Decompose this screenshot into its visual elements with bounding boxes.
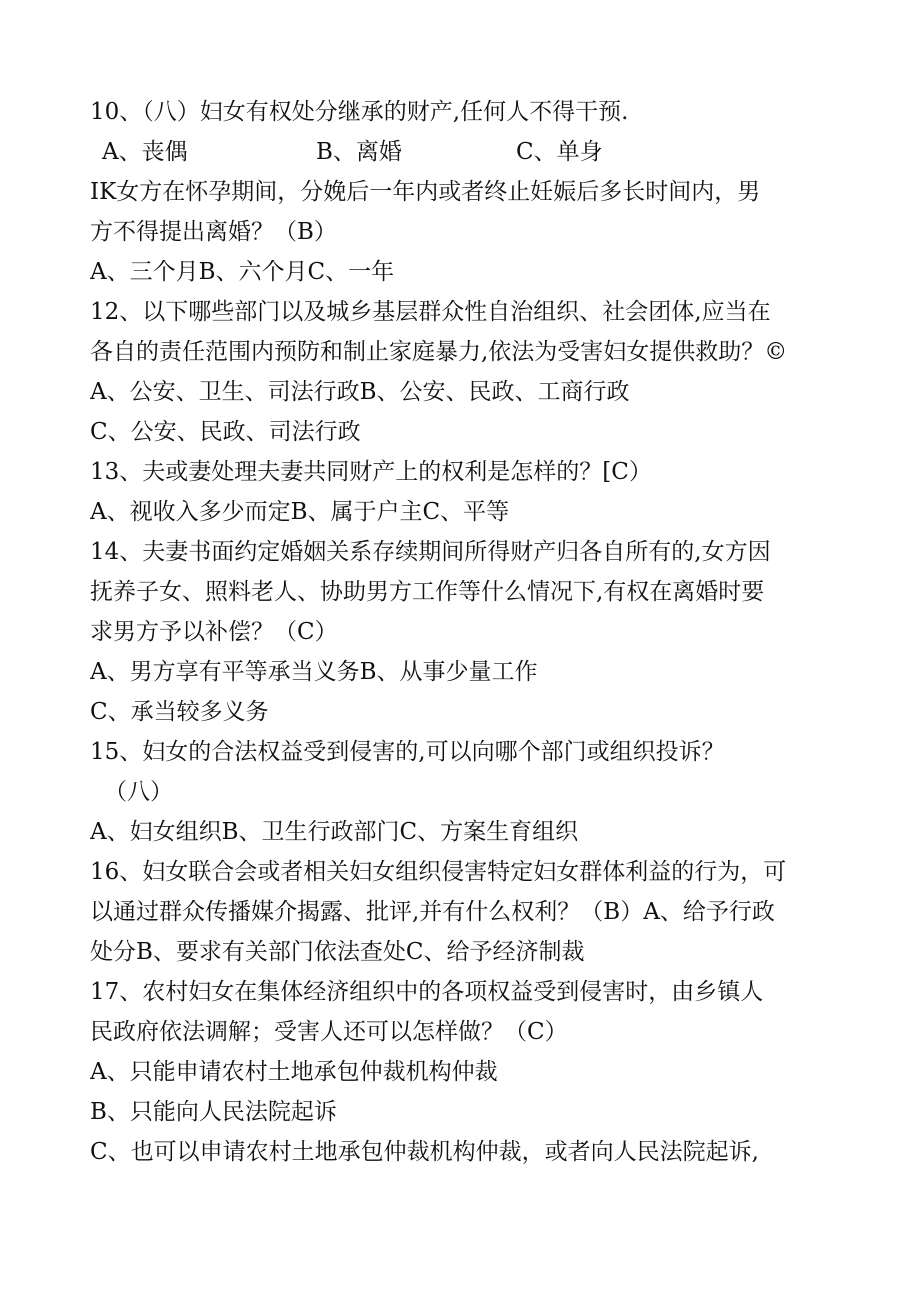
question-11-options: A、三个月B、六个月C、一年 xyxy=(90,259,395,285)
question-15-answer: （八） xyxy=(104,779,173,805)
question-10-options xyxy=(90,132,830,172)
question-14-option-c: C、承当较多义务 xyxy=(90,699,269,725)
question-17-text: 17、农村妇女在集体经济组织中的各项权益受到侵害时，由乡镇人 xyxy=(90,979,764,1005)
question-12-text: 12、以下哪些部门以及城乡基层群众性自治组织、社会团体,应当在 xyxy=(90,299,771,325)
question-17-option-c: C、也可以申请农村土地承包仲裁机构仲裁，或者向人民法院起诉, xyxy=(90,1139,759,1165)
question-11-text: IK女方在怀孕期间，分娩后一年内或者终止妊娠后多长时间内，男 xyxy=(90,179,761,205)
question-14-options: A、男方享有平等承当义务B、从事少量工作 xyxy=(90,659,538,685)
question-10-text: 10、（八）妇女有权处分继承的财产,任何人不得干预. xyxy=(90,99,629,125)
question-17-text-cont: 民政府依法调解；受害人还可以怎样做？（C） xyxy=(90,1019,568,1045)
question-14-text: 14、夫妻书面约定婚姻关系存续期间所得财产归各自所有的,女方因 xyxy=(90,539,771,565)
question-13-options: A、视收入多少而定B、属于户主C、平等 xyxy=(90,499,510,525)
document-body xyxy=(90,92,830,1172)
question-14-text-cont: 抚养子女、照料老人、协助男方工作等什么情况下,有权在离婚时要 xyxy=(90,579,765,605)
question-11-text-cont: 方不得提出离婚？（B） xyxy=(90,219,337,245)
question-13-text: 13、夫或妻处理夫妻共同财产上的权利是怎样的？[C） xyxy=(90,459,652,485)
question-16-text-cont: 以通过群众传播媒介揭露、批评,并有什么权利？（B）A、给予行政 xyxy=(90,899,775,925)
question-16-options: 处分B、要求有关部门依法查处C、给予经济制裁 xyxy=(90,939,585,965)
option-b: B、离婚 xyxy=(316,139,402,165)
question-15-text: 15、妇女的合法权益受到侵害的,可以向哪个部门或组织投诉？ xyxy=(90,739,725,765)
question-14-text-cont-2: 求男方予以补偿？（C） xyxy=(90,619,338,645)
question-12-option-c: C、公安、民政、司法行政 xyxy=(90,419,361,445)
question-17-option-b: B、只能向人民法院起诉 xyxy=(90,1099,337,1125)
question-12-options: A、公安、卫生、司法行政B、公安、民政、工商行政 xyxy=(90,379,630,405)
question-12-text-cont: 各自的责任范围内预防和制止家庭暴力,依法为受害妇女提供救助？© xyxy=(90,339,788,365)
question-16-text: 16、妇女联合会或者相关妇女组织侵害特定妇女群体利益的行为，可 xyxy=(90,859,787,885)
option-a: A、丧偶 xyxy=(102,139,188,165)
question-15-options: A、妇女组织B、卫生行政部门C、方案生育组织 xyxy=(90,819,579,845)
option-c: C、单身 xyxy=(516,139,603,165)
question-17-option-a: A、只能申请农村土地承包仲裁机构仲裁 xyxy=(90,1059,498,1085)
